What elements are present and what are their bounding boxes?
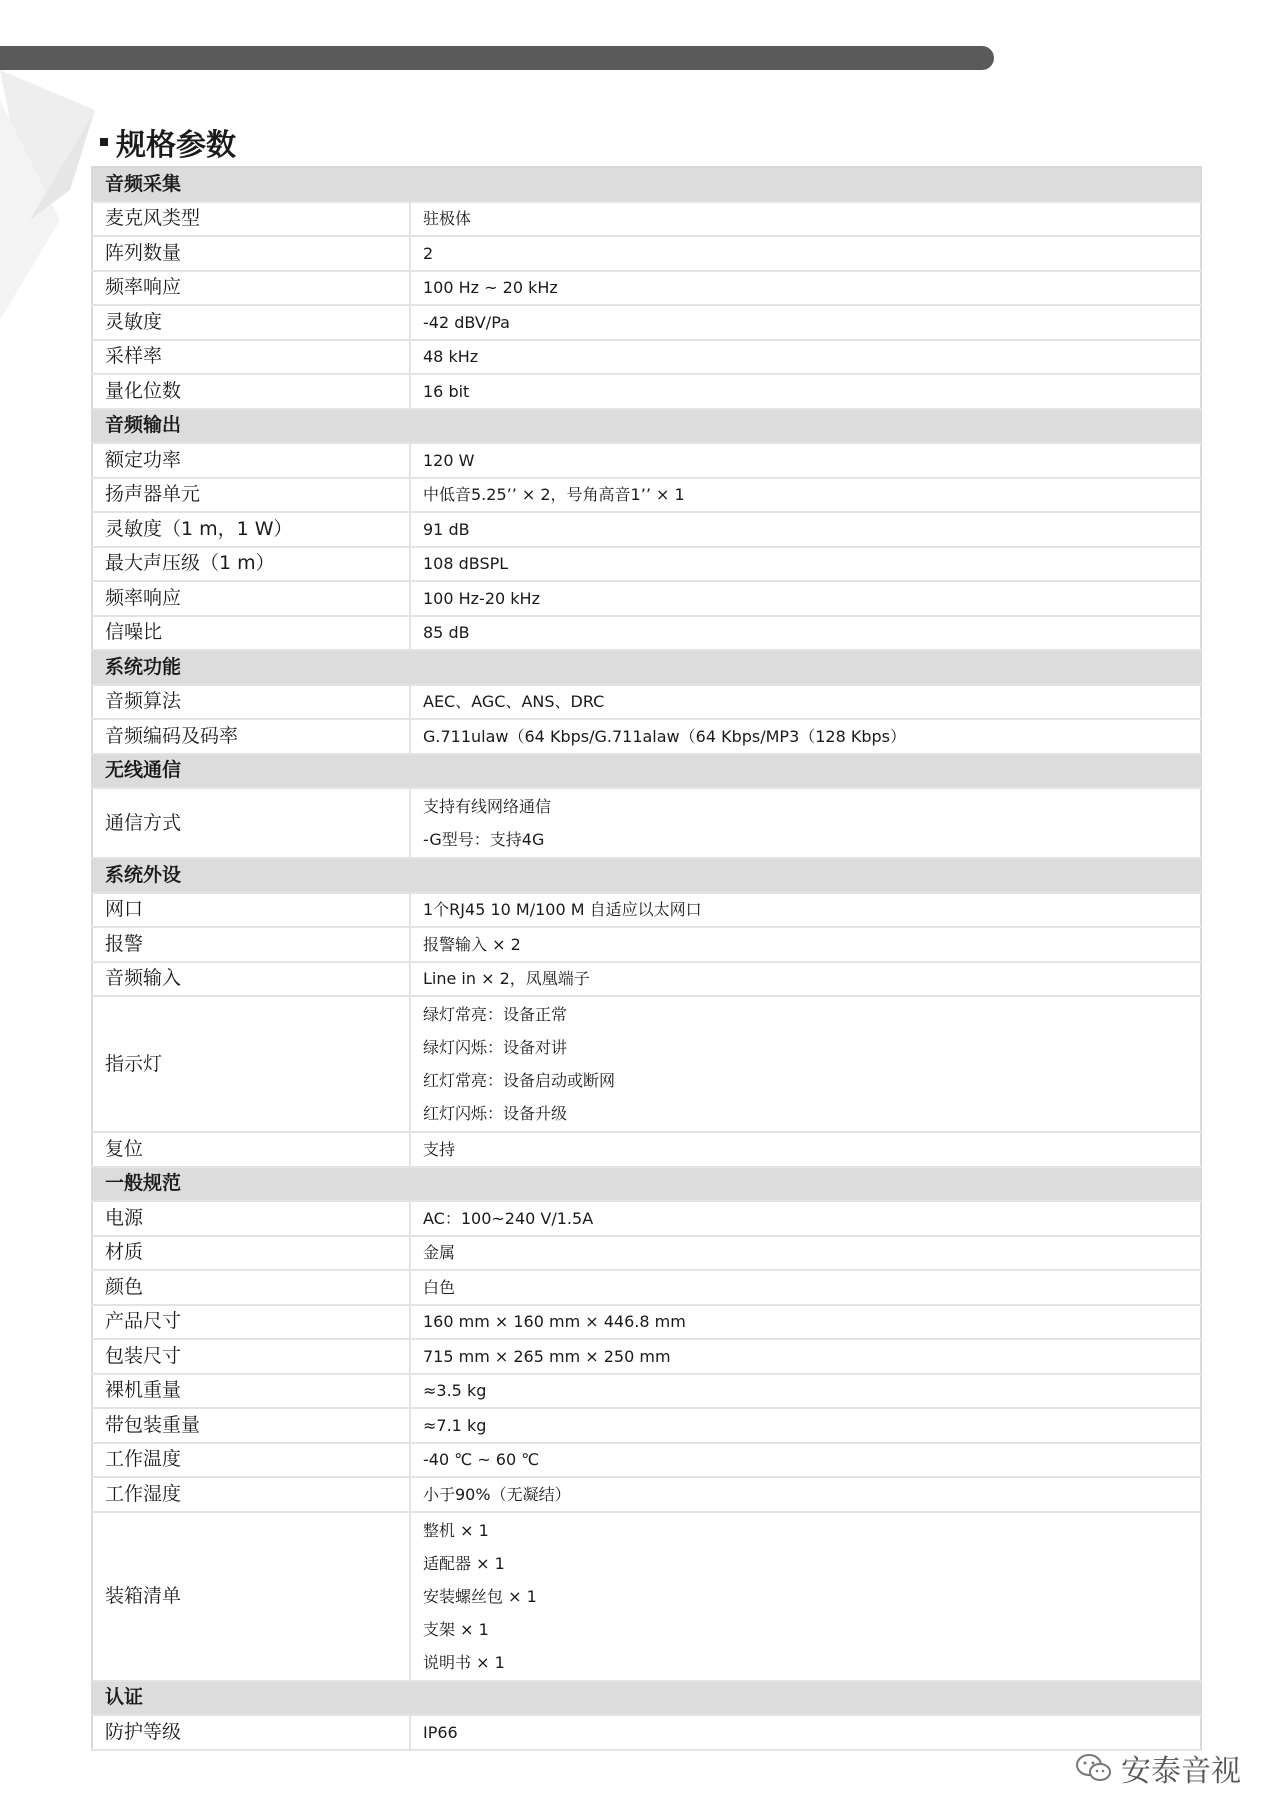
- spec-label: 工作温度: [92, 1443, 410, 1478]
- spec-label: 产品尺寸: [92, 1305, 410, 1340]
- spec-label: 音频算法: [92, 685, 410, 720]
- table-row: [92, 443, 1201, 478]
- section-header-row: [92, 409, 1201, 444]
- section-header-row: [92, 1681, 1201, 1716]
- spec-label: 颜色: [92, 1270, 410, 1305]
- spec-value: 支持: [410, 1132, 1201, 1167]
- spec-value: G.711ulaw（64 Kbps/G.711alaw（64 Kbps/MP3（128 Kbps）: [410, 719, 1201, 754]
- table-row: [92, 202, 1201, 237]
- table-row: [92, 374, 1201, 409]
- section-heading: 系统外设: [92, 858, 1201, 893]
- spec-value: 108 dBSPL: [410, 547, 1201, 582]
- spec-label: 采样率: [92, 340, 410, 375]
- section-header-row: [92, 167, 1201, 202]
- spec-value: 100 Hz-20 kHz: [410, 581, 1201, 616]
- spec-label: 复位: [92, 1132, 410, 1167]
- spec-value: [410, 996, 1201, 1132]
- table-row: [92, 1132, 1201, 1167]
- spec-label: 报警: [92, 927, 410, 962]
- table-row: [92, 1236, 1201, 1271]
- table-row: [92, 1374, 1201, 1409]
- table-row: [92, 962, 1201, 997]
- spec-value: ≈7.1 kg: [410, 1408, 1201, 1443]
- spec-label: 扬声器单元: [92, 478, 410, 513]
- spec-label: 灵敏度: [92, 305, 410, 340]
- spec-value: 报警输入 × 2: [410, 927, 1201, 962]
- table-row: [92, 236, 1201, 271]
- page-title-text: 规格参数: [116, 128, 236, 163]
- table-row: [92, 996, 1201, 1132]
- spec-label: 材质: [92, 1236, 410, 1271]
- spec-value: 715 mm × 265 mm × 250 mm: [410, 1339, 1201, 1374]
- spec-value: 驻极体: [410, 202, 1201, 237]
- table-row: [92, 927, 1201, 962]
- spec-table: [91, 166, 1202, 1751]
- spec-label: 网口: [92, 893, 410, 928]
- spec-value-line: 绿灯常亮：设备正常: [423, 1005, 568, 1024]
- spec-label: 额定功率: [92, 443, 410, 478]
- spec-value: 120 W: [410, 443, 1201, 478]
- spec-label: 裸机重量: [92, 1374, 410, 1409]
- spec-label: 工作湿度: [92, 1477, 410, 1512]
- table-row: [92, 719, 1201, 754]
- spec-value: IP66: [410, 1715, 1201, 1750]
- spec-value-line: -G型号：支持4G: [423, 830, 545, 849]
- spec-label: 信噪比: [92, 616, 410, 651]
- spec-value-line: 安装螺丝包 × 1: [423, 1586, 537, 1606]
- spec-label: 频率响应: [92, 581, 410, 616]
- table-row: [92, 305, 1201, 340]
- spec-label: 最大声压级（1 m）: [92, 547, 410, 582]
- spec-value: [410, 1512, 1201, 1681]
- spec-value: 100 Hz ~ 20 kHz: [410, 271, 1201, 306]
- table-row: [92, 1443, 1201, 1478]
- spec-value-line: 绿灯闪烁：设备对讲: [423, 1038, 568, 1057]
- spec-label: 灵敏度（1 m，1 W）: [92, 512, 410, 547]
- table-row: [92, 478, 1201, 513]
- spec-value: AEC、AGC、ANS、DRC: [410, 685, 1201, 720]
- table-row: [92, 581, 1201, 616]
- table-row: [92, 512, 1201, 547]
- spec-value: 小于90%（无凝结）: [410, 1477, 1201, 1512]
- table-row: [92, 1715, 1201, 1750]
- spec-label: 包装尺寸: [92, 1339, 410, 1374]
- spec-value: -40 ℃ ~ 60 ℃: [410, 1443, 1201, 1478]
- spec-label: 通信方式: [92, 788, 410, 858]
- spec-value: 1个RJ45 10 M/100 M 自适应以太网口: [410, 893, 1201, 928]
- spec-value: AC：100~240 V/1.5A: [410, 1201, 1201, 1236]
- table-row: [92, 1477, 1201, 1512]
- spec-value-line: 红灯常亮：设备启动或断网: [423, 1071, 616, 1090]
- spec-label: 频率响应: [92, 271, 410, 306]
- section-heading: 音频输出: [92, 409, 1201, 444]
- title-bullet-icon: [100, 138, 108, 146]
- spec-label: 装箱清单: [92, 1512, 410, 1681]
- spec-label: 音频输入: [92, 962, 410, 997]
- table-row: [92, 1512, 1201, 1681]
- section-header-row: [92, 858, 1201, 893]
- section-heading: 一般规范: [92, 1167, 1201, 1202]
- table-row: [92, 1270, 1201, 1305]
- table-row: [92, 1408, 1201, 1443]
- spec-value: -42 dBV/Pa: [410, 305, 1201, 340]
- spec-value-line: 适配器 × 1: [423, 1553, 505, 1573]
- table-row: [92, 685, 1201, 720]
- table-row: [92, 616, 1201, 651]
- spec-label: 指示灯: [92, 996, 410, 1132]
- wechat-icon: [1075, 1753, 1113, 1783]
- section-heading: 系统功能: [92, 650, 1201, 685]
- spec-value: [410, 788, 1201, 858]
- spec-label: 电源: [92, 1201, 410, 1236]
- spec-value: 85 dB: [410, 616, 1201, 651]
- section-header-row: [92, 650, 1201, 685]
- page-title: [100, 120, 236, 164]
- spec-label: 防护等级: [92, 1715, 410, 1750]
- spec-value: Line in × 2，凤凰端子: [410, 962, 1201, 997]
- spec-value: 160 mm × 160 mm × 446.8 mm: [410, 1305, 1201, 1340]
- spec-value: 91 dB: [410, 512, 1201, 547]
- spec-value: ≈3.5 kg: [410, 1374, 1201, 1409]
- section-heading: 认证: [92, 1681, 1201, 1716]
- watermark: [1075, 1746, 1241, 1790]
- spec-value: 金属: [410, 1236, 1201, 1271]
- spec-label: 音频编码及码率: [92, 719, 410, 754]
- spec-label: 带包装重量: [92, 1408, 410, 1443]
- spec-value: 中低音5.25’’ × 2，号角高音1’’ × 1: [410, 478, 1201, 513]
- table-row: [92, 340, 1201, 375]
- section-header-row: [92, 754, 1201, 789]
- watermark-text: 安泰音视: [1121, 1754, 1241, 1789]
- spec-value-line: 红灯闪烁：设备升级: [423, 1104, 568, 1123]
- spec-value: 2: [410, 236, 1201, 271]
- spec-value-line: 支架 × 1: [423, 1619, 489, 1639]
- spec-value-line: 说明书 × 1: [423, 1652, 505, 1672]
- table-row: [92, 547, 1201, 582]
- spec-value-line: 支持有线网络通信: [423, 797, 552, 816]
- header-bar: [0, 46, 994, 70]
- section-header-row: [92, 1167, 1201, 1202]
- spec-label: 阵列数量: [92, 236, 410, 271]
- spec-value: 16 bit: [410, 374, 1201, 409]
- section-heading: 音频采集: [92, 167, 1201, 202]
- spec-value: 48 kHz: [410, 340, 1201, 375]
- table-row: [92, 1305, 1201, 1340]
- table-row: [92, 893, 1201, 928]
- table-row: [92, 788, 1201, 858]
- spec-value: 白色: [410, 1270, 1201, 1305]
- spec-value-line: 整机 × 1: [423, 1520, 489, 1540]
- table-row: [92, 271, 1201, 306]
- spec-label: 量化位数: [92, 374, 410, 409]
- spec-label: 麦克风类型: [92, 202, 410, 237]
- table-row: [92, 1201, 1201, 1236]
- section-heading: 无线通信: [92, 754, 1201, 789]
- table-row: [92, 1339, 1201, 1374]
